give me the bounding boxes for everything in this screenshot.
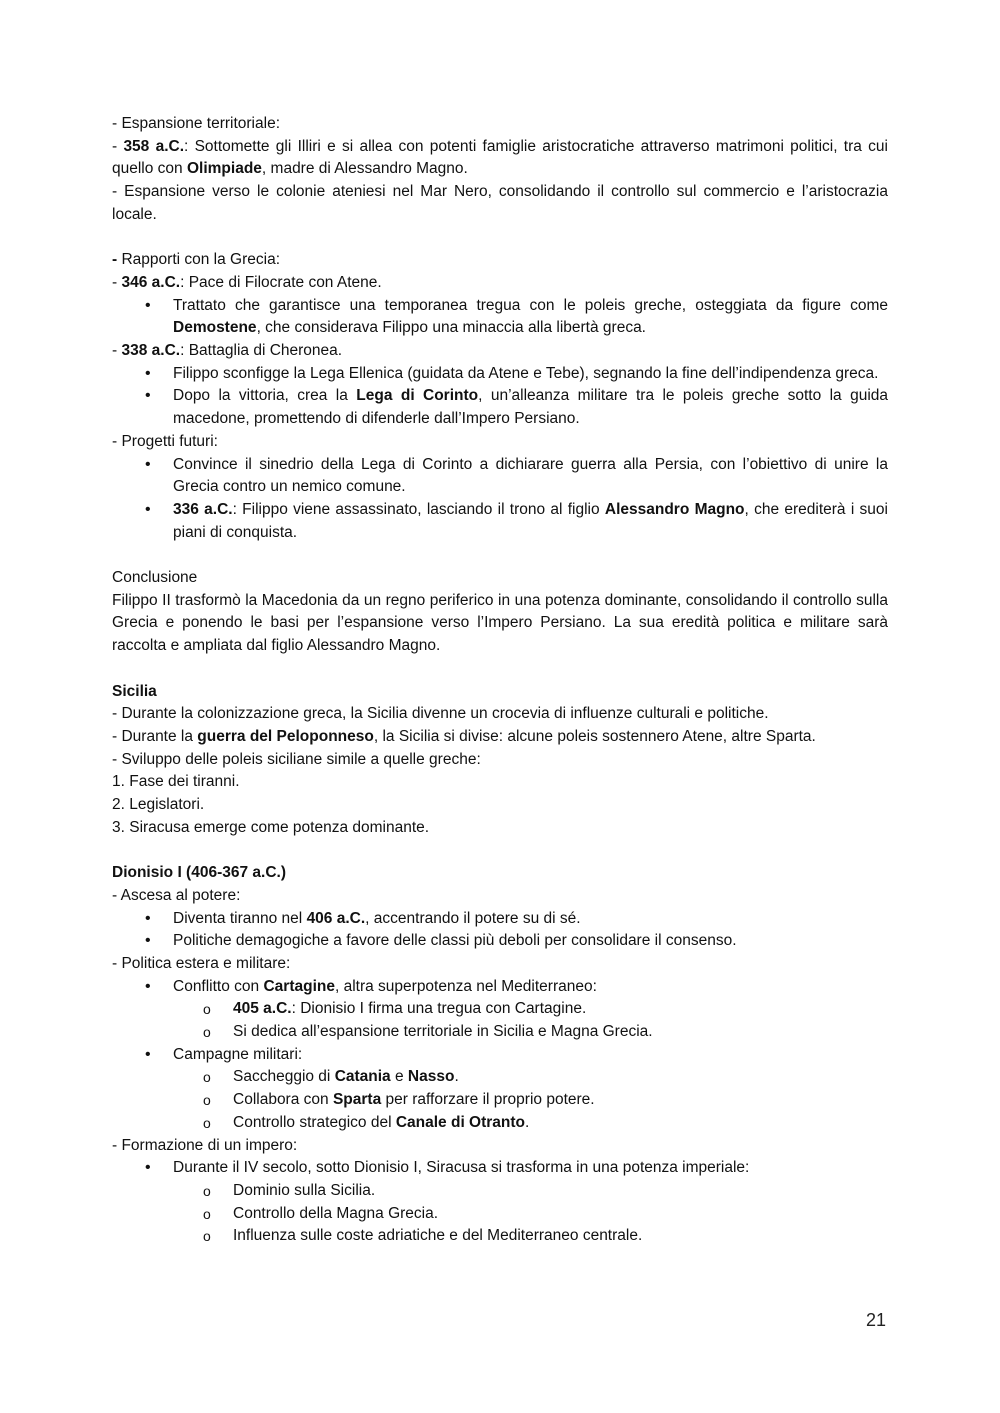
numbered-item: 3. Siracusa emerge come potenza dominante.	[112, 818, 430, 836]
section-heading-progetti: - Progetti futuri:	[112, 432, 218, 450]
paragraph-358: - 358 a.C.: Sottomette gli Illiri e si allea con potenti famiglie aristocratiche attraverso matrimoni politici, tra cui quello con Olimpiade, madre di Alessandro Magno.	[112, 137, 888, 178]
bullet-list	[112, 363, 888, 431]
sub-bullet-item: o Si dedica all’espansione territoriale in Sicilia e Magna Grecia.	[233, 1021, 888, 1044]
bullet-list	[112, 454, 888, 545]
bullet-list	[112, 1157, 888, 1248]
bold-term: Catania	[334, 1068, 391, 1086]
bold-date: 405 a.C.	[233, 1000, 292, 1018]
bullet-item: • Trattato che garantisce una temporanea tregua con le poleis greche, osteggiata da figure come Demostene, che considerava Filippo una minaccia alla libertà greca.	[173, 295, 888, 340]
numbered-item: 1. Fase dei tiranni.	[112, 773, 240, 791]
bullet-item: • Conflitto con Cartagine, altra superpotenza nel Mediterraneo: o 405 a.C.: Dionisio I firma una tregua con Cartagine. o Si dedica all’espansione territoriale in Sicilia e Magna Grecia.	[173, 976, 888, 1044]
section-heading-sicilia: Sicilia	[112, 682, 157, 700]
sub-bullet-item: o 405 a.C.: Dionisio I firma una tregua con Cartagine.	[233, 998, 888, 1021]
subsection-heading: - Politica estera e militare:	[112, 954, 291, 972]
spacer	[112, 544, 888, 567]
bullet-item: • Politiche demagogiche a favore delle classi più deboli per consolidare il consenso.	[173, 930, 888, 953]
section-heading-rapporti: - Rapporti con la Grecia:	[112, 251, 280, 269]
section-heading-dionisio: Dionisio I (406-367 a.C.)	[112, 864, 286, 882]
bullet-list	[112, 908, 888, 953]
bullet-item: • 336 a.C.: Filippo viene assassinato, lasciando il trono al figlio Alessandro Magno, che erediterà i suoi piani di conquista.	[173, 499, 888, 544]
spacer	[112, 658, 888, 681]
bold-date: 358 a.C.	[123, 137, 184, 155]
sub-bullet-list	[173, 1180, 888, 1248]
bullet-item: • Convince il sinedrio della Lega di Corinto a dichiarare guerra alla Persia, con l’obiettivo di unire la Grecia contro un nemico comune.	[173, 454, 888, 499]
paragraph: - Sviluppo delle poleis siciliane simile a quelle greche:	[112, 750, 481, 768]
subsection-heading: - Formazione di un impero:	[112, 1136, 298, 1154]
paragraph: - Durante la colonizzazione greca, la Sicilia divenne un crocevia di influenze culturali e politiche.	[112, 705, 769, 723]
paragraph: - Durante la guerra del Peloponneso, la Sicilia si divise: alcune poleis sostennero Atene, altre Sparta.	[112, 727, 816, 745]
section-heading-espansione: - Espansione territoriale:	[112, 115, 280, 132]
bullet-item: • Dopo la vittoria, crea la Lega di Corinto, un’alleanza militare tra le poleis greche sotto la guida macedone, promettendo di difenderle dall’Impero Persiano.	[173, 385, 888, 430]
bold-date: 406 a.C.	[306, 909, 366, 927]
sub-bullet-item: o Saccheggio di Catania e Nasso.	[233, 1066, 888, 1089]
bold-date: 346 a.C.	[121, 273, 181, 291]
document-page	[112, 113, 888, 1248]
bullet-item: • Campagne militari: o Saccheggio di Catania e Nasso. o Collabora con Sparta per rafforzare il proprio potere. o Controllo strategico del Canale di Otranto.	[173, 1044, 888, 1135]
sub-bullet-item: o Controllo della Magna Grecia.	[233, 1203, 888, 1226]
sub-bullet-list	[173, 998, 888, 1043]
bold-term: Nasso	[407, 1068, 455, 1086]
sub-bullet-item: o Controllo strategico del Canale di Otranto.	[233, 1112, 888, 1135]
bold-term: guerra del Peloponneso	[197, 727, 374, 745]
bold-term: Cartagine	[263, 977, 335, 995]
paragraph-conclusione: Filippo II trasformò la Macedonia da un regno periferico in una potenza dominante, consolidando il controllo sulla Grecia e ponendo le basi per l’espansione verso l’Impero Persiano. La sua eredità politica e militare sarà raccolta e ampliata dal figlio Alessandro Magno.	[112, 591, 888, 655]
bullet-item: • Filippo sconfigge la Lega Ellenica (guidata da Atene e Tebe), segnando la fine dell’indipendenza greca.	[173, 363, 888, 386]
numbered-item: 2. Legislatori.	[112, 796, 205, 814]
bullet-item: • Diventa tiranno nel 406 a.C., accentrando il potere su di sé.	[173, 908, 888, 931]
list-item-346: - 346 a.C.: Pace di Filocrate con Atene.	[112, 273, 382, 291]
bold-date: 336 a.C.	[173, 500, 233, 518]
bullet-list	[112, 295, 888, 340]
section-heading-conclusione: Conclusione	[112, 569, 198, 587]
paragraph-mar-nero: - Espansione verso le colonie ateniesi nel Mar Nero, consolidando il controllo sul commercio e l’aristocrazia locale.	[112, 183, 888, 223]
bold-term: Sparta	[332, 1091, 382, 1109]
list-item-338: - 338 a.C.: Battaglia di Cheronea.	[112, 342, 343, 360]
spacer	[112, 227, 888, 250]
sub-bullet-item: o Collabora con Sparta per rafforzare il proprio potere.	[233, 1089, 888, 1112]
bold-term: Alessandro Magno	[604, 500, 745, 518]
sub-bullet-item: o Dominio sulla Sicilia.	[233, 1180, 888, 1203]
spacer	[112, 839, 888, 862]
page-number: 21	[866, 1310, 887, 1330]
bold-term: Lega di Corinto	[356, 387, 479, 405]
bold-term: Olimpiade	[186, 160, 262, 178]
bullet-item: • Durante il IV secolo, sotto Dionisio I, Siracusa si trasforma in una potenza imperiale: o Dominio sulla Sicilia. o Controllo della Magna Grecia. o Influenza sulle coste adriatiche e del Mediterraneo centrale.	[173, 1157, 888, 1248]
sub-bullet-item: o Influenza sulle coste adriatiche e del Mediterraneo centrale.	[233, 1225, 888, 1248]
bold-term: Demostene	[173, 319, 257, 337]
subsection-heading: - Ascesa al potere:	[112, 886, 241, 904]
bold-term: Canale di Otranto	[395, 1113, 526, 1131]
bold-date: 338 a.C.	[121, 342, 181, 360]
bullet-list	[112, 976, 888, 1135]
sub-bullet-list	[173, 1066, 888, 1134]
